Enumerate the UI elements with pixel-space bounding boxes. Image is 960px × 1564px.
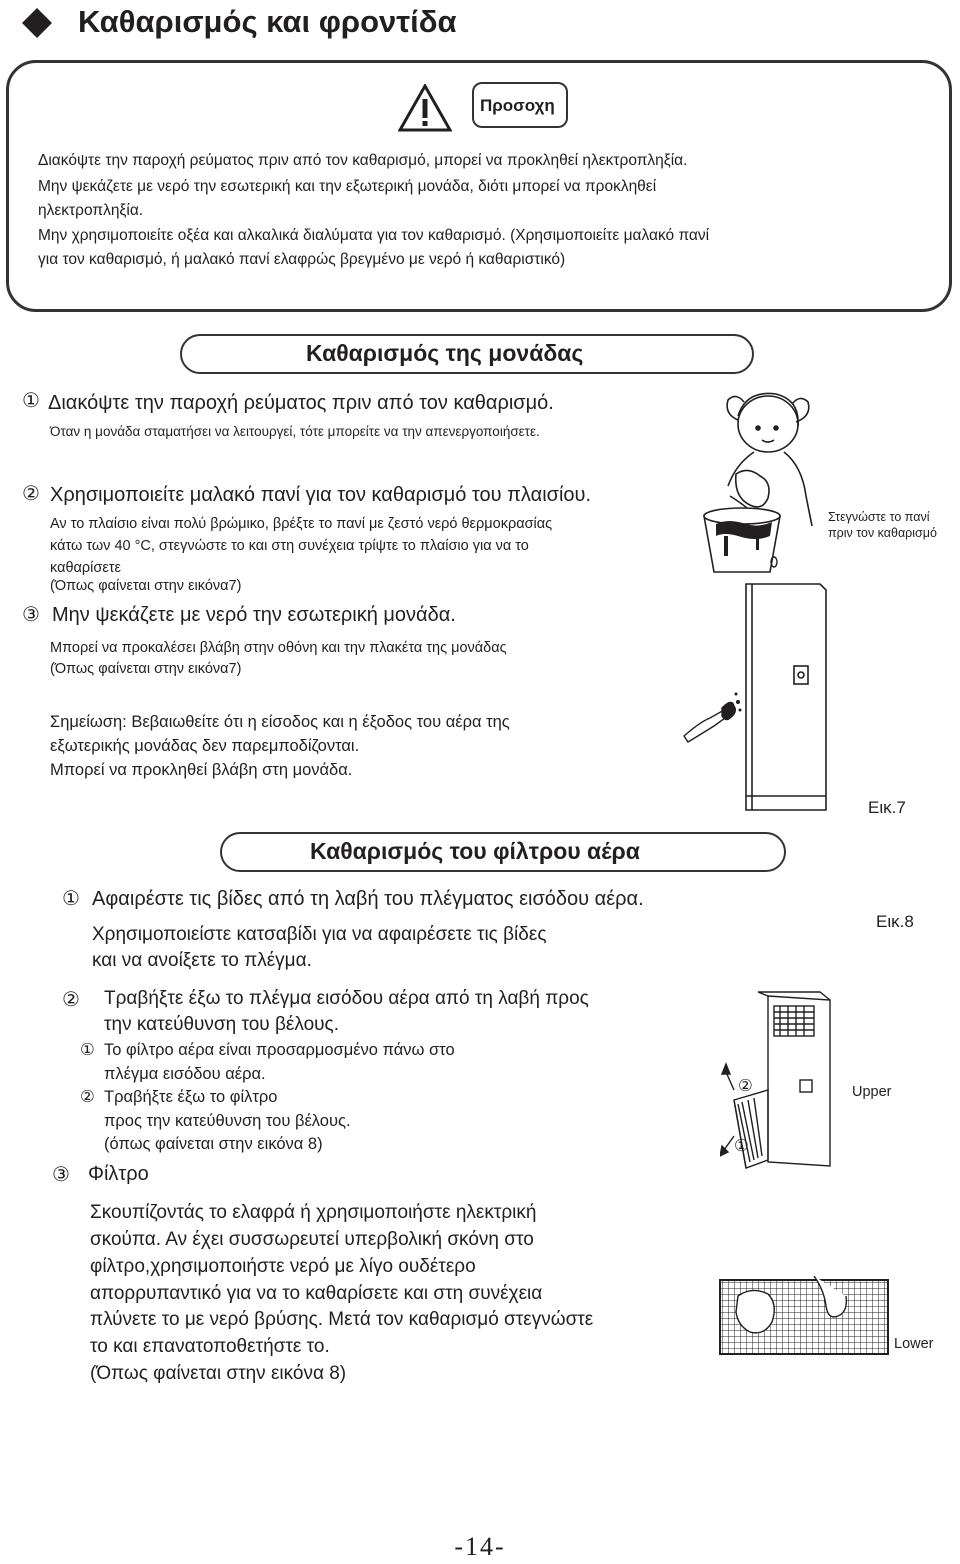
step2-line-1: Αν το πλαίσιο είναι πολύ βρώμικο, βρέξτε το πανί με ζεστό νερό θερμοκρασίας: [50, 516, 553, 532]
step3-title: Μην ψεκάζετε με νερό την εσωτερική μονάδα.: [52, 604, 456, 626]
sub2-number: ②: [80, 1088, 95, 1106]
step1-number: ①: [22, 390, 40, 412]
step2-line-3: καθαρίσετε: [50, 560, 121, 576]
filter-step1-title: Αφαιρέστε τις βίδες από τη λαβή του πλέγματος εισόδου αέρα.: [92, 888, 644, 910]
filter-step2-line-2: την κατεύθυνση του βέλους.: [104, 1014, 339, 1035]
caution-line-4: Μην χρησιμοποιείτε οξέα και αλκαλικά διαλύματα για τον καθαρισμό. (Χρησιμοποιείτε μαλακό πανί: [38, 227, 710, 244]
filter-step2-number: ②: [62, 989, 80, 1011]
page-number: -14-: [454, 1532, 506, 1561]
diamond-bullet-icon: [22, 8, 52, 38]
note-line-3: Μπορεί να προκληθεί βλάβη στη μονάδα.: [50, 761, 353, 779]
sub1-line-1: Το φίλτρο αέρα είναι προσαρμοσμένο πάνω στο: [104, 1041, 455, 1059]
filter-step2-line-1: Τραβήξτε έξω το πλέγμα εισόδου αέρα από τη λαβή προς: [104, 988, 589, 1009]
note-line-2: εξωτερικής μονάδας δεν παρεμποδίζονται.: [50, 737, 360, 755]
step1-title: Διακόψτε την παροχή ρεύματος πριν από τον καθαρισμό.: [48, 392, 554, 414]
filter-body-line-3: φίλτρο,χρησιμοποιήστε νερό με λίγο ουδέτερο: [90, 1256, 476, 1277]
fig8-marker-1: ①: [734, 1137, 749, 1155]
unit-cleaning-heading: Καθαρισμός της μονάδας: [306, 340, 584, 366]
note-line-1: Σημείωση: Βεβαιωθείτε ότι η είσοδος και η έξοδος του αέρα της: [50, 713, 510, 731]
caution-label: Προσοχη: [480, 96, 555, 115]
caution-line-5: για τον καθαρισμό, ή μαλακό πανί ελαφρώς βρεγμένο με νερό ή καθαριστικό): [38, 251, 566, 268]
sub2-line-1: Τραβήξτε έξω το φίλτρο: [104, 1088, 278, 1106]
warning-triangle-icon: [398, 84, 452, 132]
filter-step1-line-2: και να ανοίξετε το πλέγμα.: [92, 950, 312, 971]
filter-body-line-7: (Όπως φαίνεται στην εικόνα 8): [90, 1363, 347, 1384]
filter-step1-number: ①: [62, 888, 80, 910]
caution-line-1: Διακόψτε την παροχή ρεύματος πριν από τον καθαρισμό, μπορεί να προκληθεί ηλεκτροπληξία.: [38, 152, 688, 169]
sub2-line-3: (όπως φαίνεται στην εικόνα 8): [104, 1135, 323, 1153]
fig7-caption-line-2: πριν τον καθαρισμό: [828, 526, 937, 540]
filter-mesh-illustration: [716, 1276, 892, 1358]
page-title: Καθαρισμός και φροντίδα: [78, 4, 457, 39]
caution-line-2: Μην ψεκάζετε με νερό την εσωτερική και την εξωτερική μονάδα, διότι μπορεί να προκληθεί: [38, 178, 657, 195]
caution-line-3: ηλεκτροπληξία.: [38, 202, 144, 219]
filter-body-line-1: Σκουπίζοντάς το ελαφρά ή χρησιμοποιήστε ηλεκτρική: [90, 1202, 537, 1223]
filter-cleaning-heading: Καθαρισμός του φίλτρου αέρα: [310, 838, 640, 864]
step2-line-4: (Όπως φαίνεται στην εικόνα7): [50, 578, 242, 594]
sub1-line-2: πλέγμα εισόδου αέρα.: [104, 1065, 266, 1083]
step2-line-2: κάτω των 40 °C, στεγνώστε το και στη συνέχεια τρίψτε το πλαίσιο για να το: [50, 538, 529, 554]
filter-body-line-2: σκούπα. Αν έχει συσσωρευτεί υπερβολική σκόνη στο: [90, 1229, 534, 1250]
step3-number: ③: [22, 604, 40, 626]
floor-unit-spray-illustration: [680, 580, 830, 820]
step3-line-1: Μπορεί να προκαλέσει βλάβη στην οθόνη και την πλακέτα της μονάδας: [50, 640, 507, 656]
fig8-marker-2: ②: [738, 1077, 753, 1095]
step1-note: Όταν η μονάδα σταματήσει να λειτουργεί, τότε μπορείτε να την απενεργοποιήσετε.: [50, 424, 540, 439]
filter-step3-title: Φίλτρο: [88, 1163, 149, 1185]
step3-line-2: (Όπως φαίνεται στην εικόνα7): [50, 661, 242, 677]
filter-body-line-4: απορρυπαντικό για να το καθαρίσετε και στη συνέχεια: [90, 1283, 543, 1304]
step2-title: Χρησιμοποιείτε μαλακό πανί για τον καθαρισμό του πλαισίου.: [50, 484, 592, 506]
sub2-line-2: προς την κατεύθυνση του βέλους.: [104, 1112, 351, 1130]
step2-number: ②: [22, 483, 40, 505]
fig8-label: Εικ.8: [876, 912, 914, 931]
filter-step3-number: ③: [52, 1164, 70, 1186]
sub1-number: ①: [80, 1041, 95, 1059]
filter-step1-line-1: Χρησιμοποιείστε κατσαβίδι για να αφαιρέσετε τις βίδες: [92, 924, 547, 945]
filter-body-line-5: πλύνετε το με νερό βρύσης. Μετά τον καθαρισμό στεγνώστε: [90, 1309, 594, 1330]
fig7-caption-line-1: Στεγνώστε το πανί: [828, 510, 930, 524]
fig7-label: Εικ.7: [868, 798, 906, 817]
girl-wringing-cloth-illustration: [676, 386, 826, 576]
upper-label: Upper: [852, 1084, 892, 1100]
lower-label: Lower: [894, 1336, 934, 1352]
filter-body-line-6: το και επανατοποθετήστε το.: [90, 1336, 330, 1357]
